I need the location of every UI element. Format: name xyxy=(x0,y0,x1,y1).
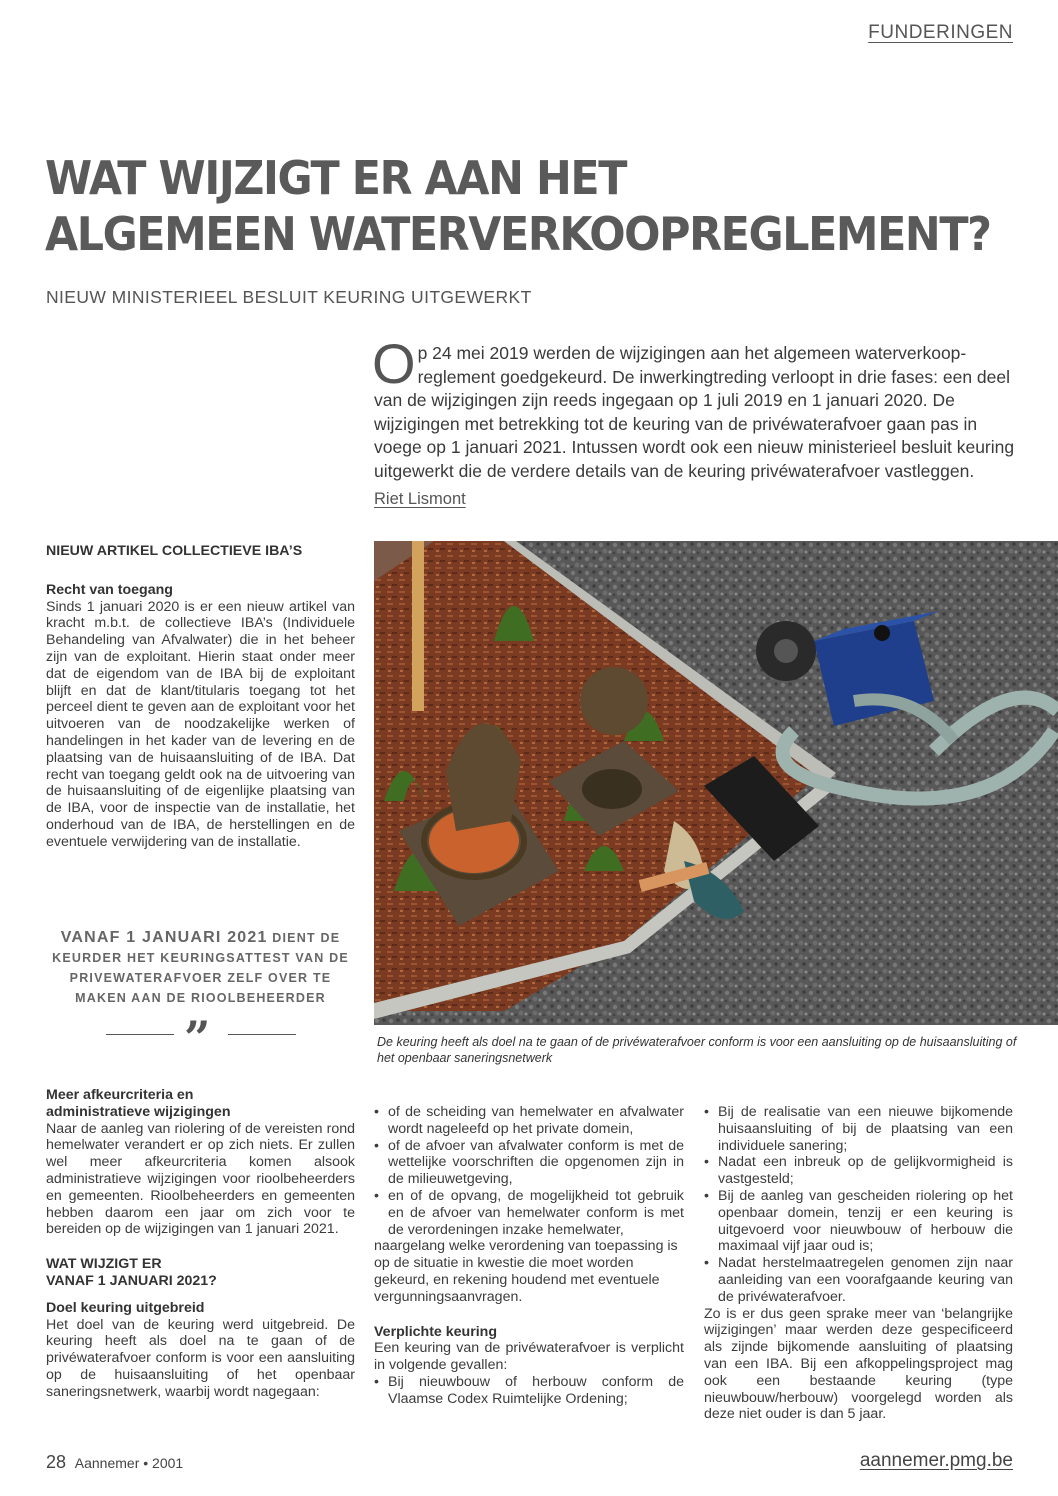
article-title xyxy=(45,150,991,262)
body-paragraph: Sinds 1 januari 2020 is er een nieuw artikel van kracht m.b.t. de collectieve IBA’s (Individuele Behandeling van Afvalwater) die in het beheer zijn van de exploitant. Hierin staat onder meer dat de eigendom van de IBA bij de exploitant blijft en dat de klant/titularis toegang tot het perceel dient te geven aan de exploitant voor het uitvoeren van de noodzakelijke werken of handelingen in het kader van de levering en de plaatsing van de huisaansluiting of de IBA. Dat recht van toegang geldt ook na de uitvoering van de huisaansluiting of de eigenlijke plaatsing van de IBA, voor de inspectie van de installatie, het onderhoud van de IBA, de herstellingen en de eventuele verwijdering van de installatie. xyxy=(46,598,355,850)
article-photo xyxy=(374,541,1058,1025)
page-number: 28 xyxy=(46,1452,67,1472)
body-paragraph: Zo is er dus geen sprake meer van ‘belangrijke wijzigingen’ maar werden deze gespecificeerd als zijnde bijkomende aansluiting of plaatsing van een IBA. Bij een afkoppelingsproject mag ook een bestaande keuring (type nieuwbouw/herbouw) voorgelegd worden als deze niet ouder is dan 5 jaar. xyxy=(704,1305,1013,1423)
photo-illustration xyxy=(374,541,1058,1025)
author-byline: Riet Lismont xyxy=(374,490,466,508)
list-item: • Bij de aanleg van gescheiden riolering op het openbaar domein, tenzij er een keuring is uitgevoerd voor nieuwbouw of herbouw die maximaal vijf jaar oud is; xyxy=(704,1188,1013,1255)
bullet-list xyxy=(374,1374,684,1408)
intro-paragraph xyxy=(372,332,1024,483)
column-1-bottom xyxy=(46,1087,355,1401)
list-item: • of de scheiding van hemelwater en afvalwater wordt nageleefd op het private domein, xyxy=(374,1104,684,1138)
subheading: Doel keuring uitgebreid xyxy=(46,1299,205,1316)
section-label: FUNDERINGEN xyxy=(868,22,1013,43)
section-heading: NIEUW ARTIKEL COLLECTIEVE IBA’S xyxy=(46,543,303,559)
list-item: • Nadat herstelmaatregelen genomen zijn naar aanleiding van een voorafgaande keuring van de privéwaterafvoer. xyxy=(704,1255,1013,1305)
pull-quote-lead-rest: DIENT xyxy=(267,931,316,945)
pull-quote-text: DE KEURDER HET KEURINGSATTEST VAN DE PRIVEWATERAFVOER ZELF OVER TE MAKEN AAN DE RIOOLBEHEERDER xyxy=(52,931,349,1005)
list-item: • Bij de realisatie van een nieuwe bijkomende huisaansluiting of bij de plaatsing van een individuele sanering; xyxy=(704,1104,1013,1154)
quote-mark-icon: ” xyxy=(184,1011,211,1065)
column-2 xyxy=(374,1104,684,1408)
intro-text: p 24 mei 2019 werden de wijzigingen aan het algemeen waterverkoop-reglement goedgekeurd. De inwerkingtreding verloopt in drie fases: een deel van de wijzigingen zijn reeds ingegaan op 1 juli 2019 en 1 januari 2020. De wijzigingen met betrekking tot de keuring van de privéwaterafvoer gaan pas in voege op 1 januari 2021. Intussen wordt ook een nieuw ministerieel besluit keuring uitgewerkt die de verdere details van de keuring privéwaterafvoer vastleggen. xyxy=(374,343,1015,481)
subheading: Meer afkeurcriteria en administratieve wijzigingen xyxy=(46,1087,231,1120)
column-1-top xyxy=(46,543,355,851)
title-line-1: WAT WIJZIGT ER AAN HET xyxy=(45,151,627,205)
bullet-list xyxy=(374,1104,684,1238)
section-heading-line-1: WAT WIJZIGT ER xyxy=(46,1256,162,1273)
bullet-list xyxy=(704,1104,1013,1306)
pull-quote xyxy=(46,928,355,1008)
body-paragraph: naargelang welke verordening van toepassing is op de situatie in kwestie die moet worden gekeurd, en rekening houdend met eventuele vergunningsaanvragen. xyxy=(374,1238,678,1305)
subheading: Recht van toegang xyxy=(46,581,173,598)
title-line-2: ALGEMEEN WATERVERKOOPREGLEMENT? xyxy=(45,207,991,261)
list-item: • en of de opvang, de mogelijkheid tot gebruik en de afvoer van hemelwater conform is met de verordeningen inzake hemelwater, xyxy=(374,1188,684,1238)
body-paragraph: Een keuring van de privéwaterafvoer is verplicht in volgende gevallen: xyxy=(374,1340,684,1374)
article-subtitle: NIEUW MINISTERIEEL BESLUIT KEURING UITGEWERKT xyxy=(46,287,532,307)
quote-mark-divider xyxy=(46,1011,355,1065)
list-item: • Nadat een inbreuk op de gelijkvormigheid is vastgesteld; xyxy=(704,1154,1013,1188)
column-3 xyxy=(704,1104,1013,1423)
photo-caption: De keuring heeft als doel na te gaan of de privéwaterafvoer conform is voor een aansluiting op de huisaansluiting of het openbaar saneringsnetwerk xyxy=(377,1035,1017,1065)
subheading: Verplichte keuring xyxy=(374,1323,497,1340)
body-paragraph: Het doel van de keuring werd uitgebreid. De keuring heeft als doel na te gaan of de privéwaterafvoer conform is voor een aansluiting op de huisaansluiting of het openbaar saneringsnetwerk, waarbij wordt nagegaan: xyxy=(46,1316,355,1400)
magazine-issue: Aannemer • 2001 xyxy=(74,1455,184,1471)
divider-line xyxy=(106,1034,174,1035)
body-paragraph: Naar de aanleg van riolering of de vereisten rond hemelwater verandert er op zich niets. Er zullen wel meer afkeurcriteria komen alsook administratieve wijzigingen voor rioolbeheerders en gemeenten. Rioolbeheerders en gemeenten hebben daarom een jaar om zich voor te bereiden op de wijzigingen van 1 januari 2021. xyxy=(46,1120,355,1238)
pull-quote-lead: VANAF 1 JANUARI 2021 xyxy=(60,929,268,946)
section-heading xyxy=(46,1256,355,1290)
drop-cap: O xyxy=(372,332,416,395)
website-link[interactable]: aannemer.pmg.be xyxy=(859,1450,1013,1471)
page-footer xyxy=(46,1452,183,1473)
divider-line xyxy=(228,1034,296,1035)
list-item: • Bij nieuwbouw of herbouw conform de Vlaamse Codex Ruimtelijke Ordening; xyxy=(374,1374,684,1408)
section-heading-line-2: VANAF 1 JANUARI 2021? xyxy=(46,1272,217,1289)
list-item: • of de afvoer van afvalwater conform is met de wettelijke voorschriften die opgenomen zijn in de milieuwetgeving, xyxy=(374,1138,684,1188)
